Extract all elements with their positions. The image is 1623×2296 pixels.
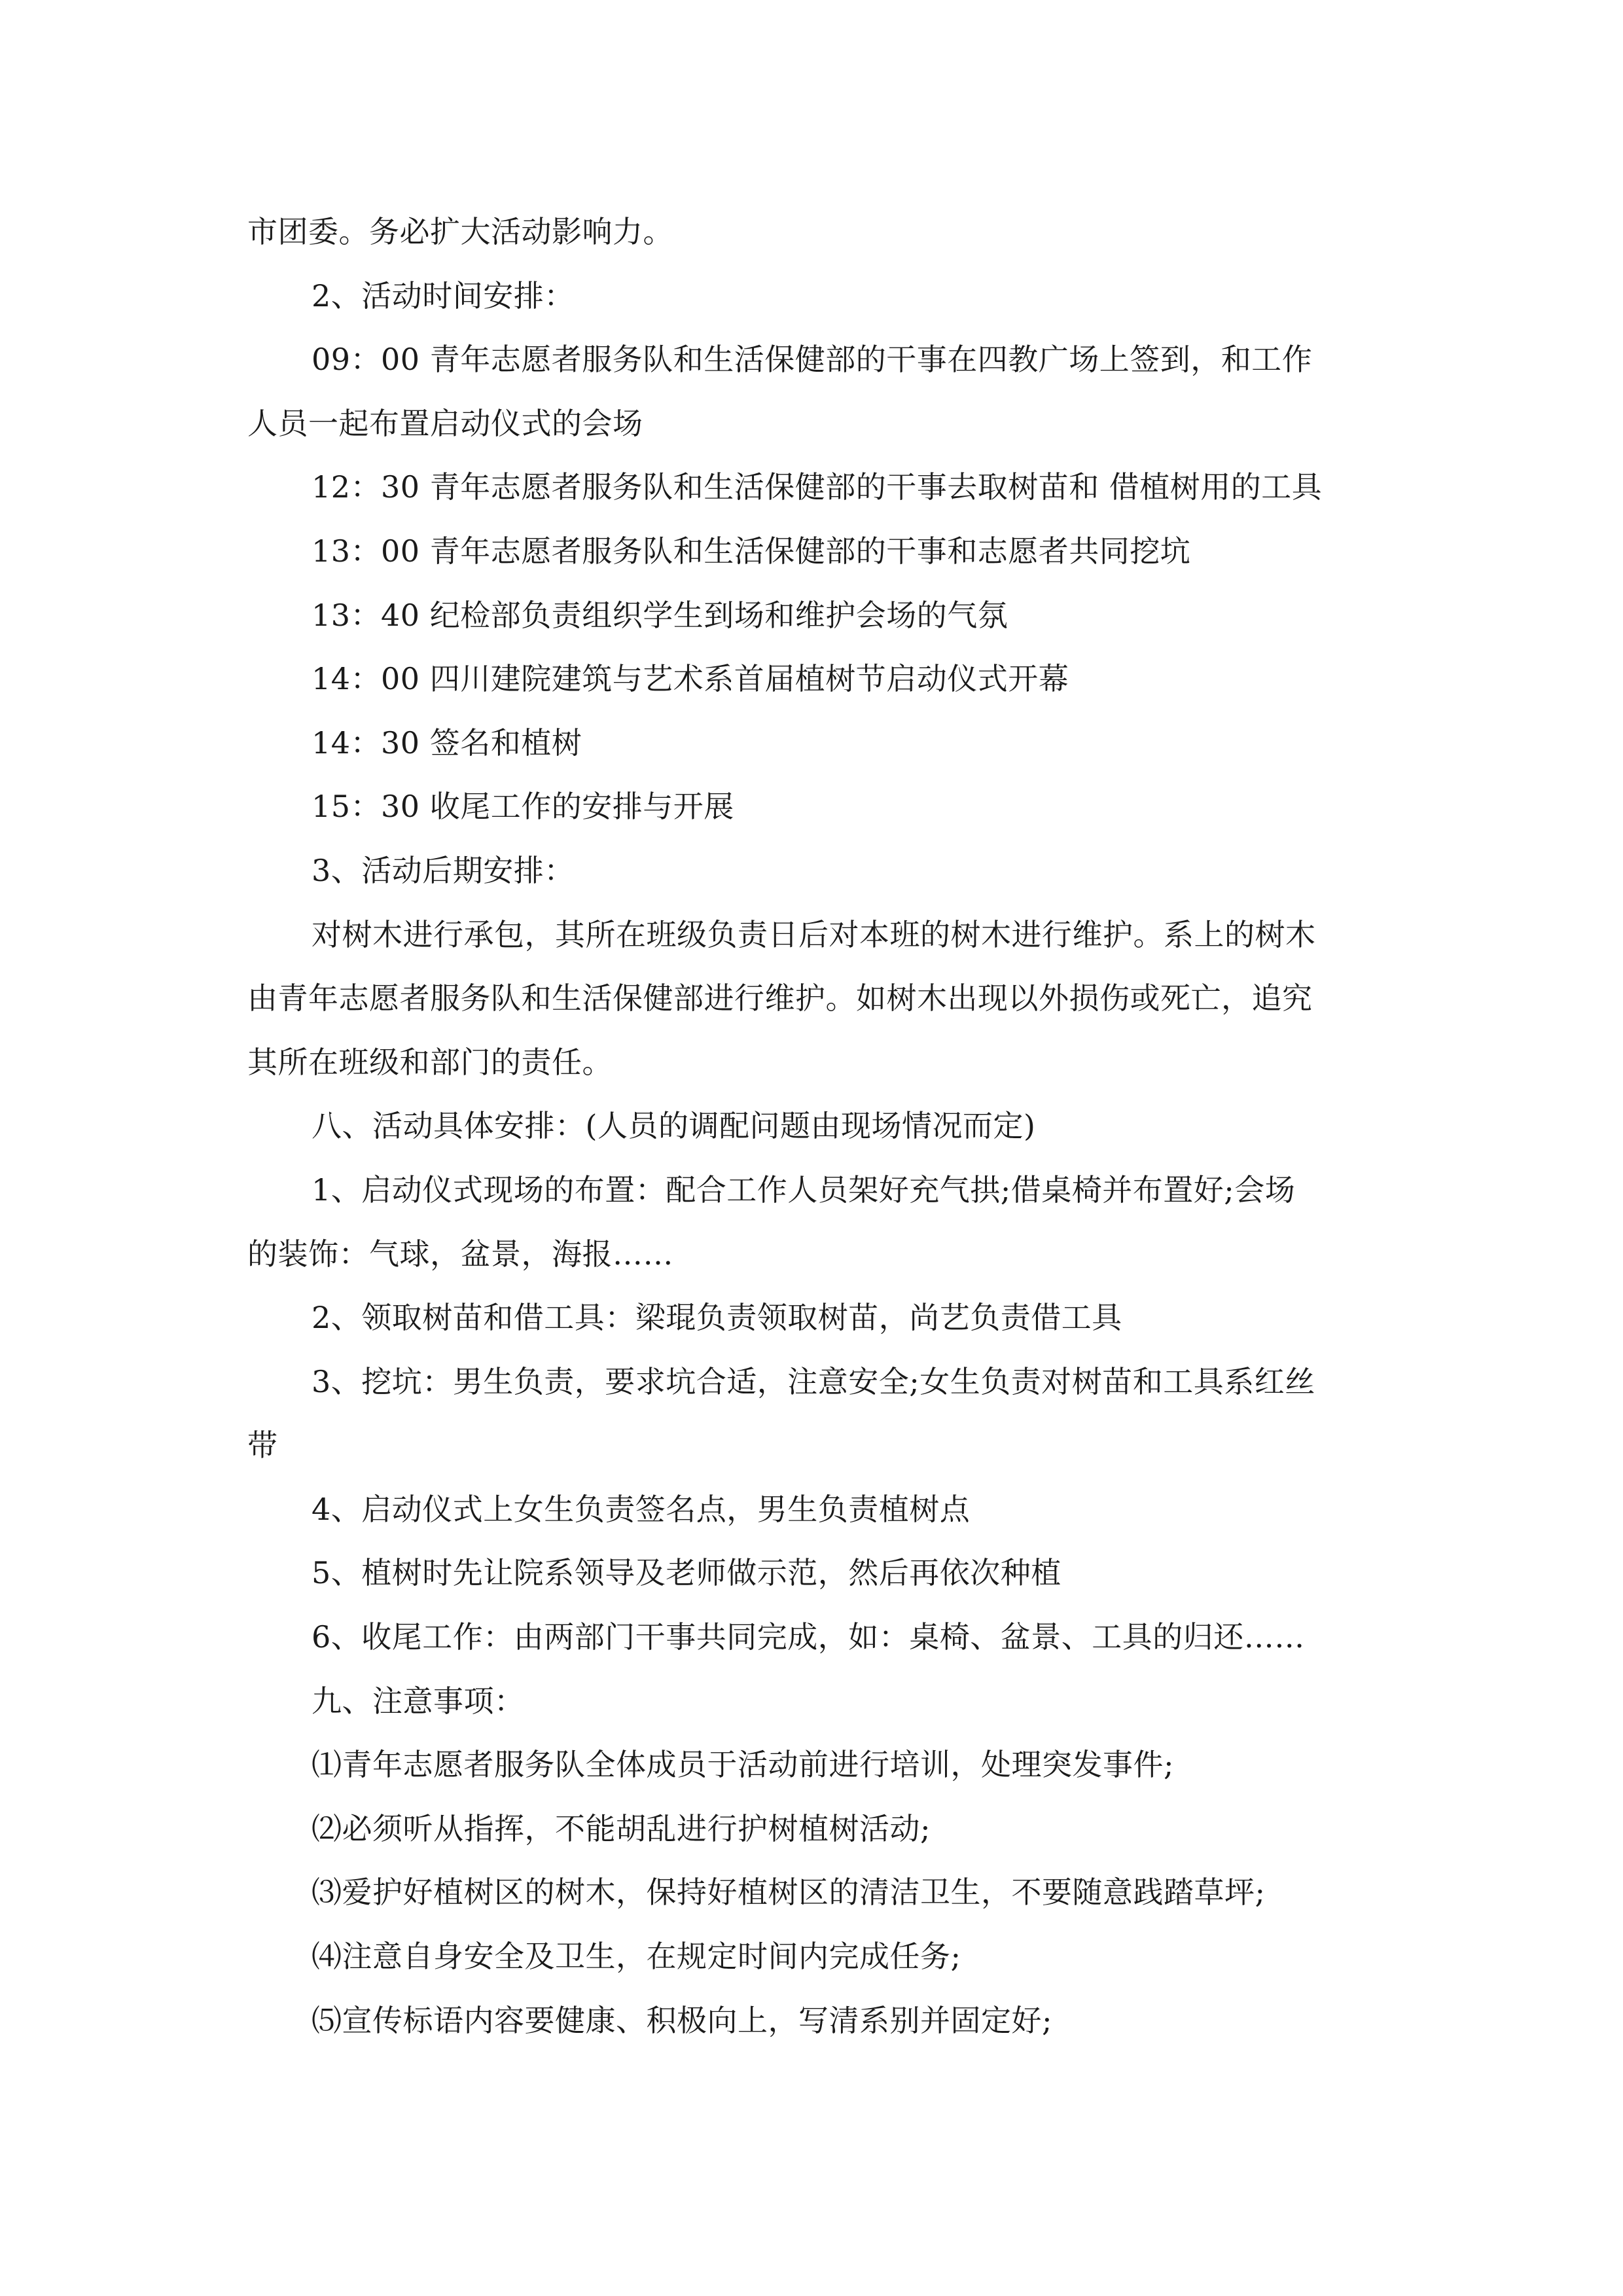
text-line: ⑵必须听从指挥，不能胡乱进行护树植树活动; <box>312 1810 931 1846</box>
text-line: ⑸宣传标语内容要健康、积极向上，写清系别并固定好; <box>312 2002 1052 2038</box>
text-line: 带 <box>247 1427 278 1463</box>
text-line: 的装饰：气球，盆景，海报…… <box>247 1236 673 1272</box>
text-line: 3、活动后期安排： <box>312 852 575 888</box>
text-line: 09：00 青年志愿者服务队和生活保健部的干事在四教广场上签到，和工作 <box>312 342 1313 378</box>
text-line: 6、收尾工作：由两部门干事共同完成，如：桌椅、盆景、工具的归还…… <box>312 1619 1305 1655</box>
text-line: ⑴青年志愿者服务队全体成员于活动前进行培训，处理突发事件; <box>312 1747 1174 1783</box>
text-line: ⑶爱护好植树区的树木，保持好植树区的清洁卫生，不要随意践踏草坪; <box>312 1874 1266 1910</box>
text-line: 其所在班级和部门的责任。 <box>247 1044 613 1080</box>
text-line: 13：40 纪检部负责组织学生到场和维护会场的气氛 <box>312 597 1008 633</box>
text-line: 对树木进行承包，其所在班级负责日后对本班的树木进行维护。系上的树木 <box>312 916 1316 952</box>
text-line: 4、启动仪式上女生负责签名点，男生负责植树点 <box>312 1491 971 1527</box>
text-line: 由青年志愿者服务队和生活保健部进行维护。如树木出现以外损伤或死亡，追究 <box>247 980 1313 1016</box>
document-body <box>247 200 1380 2053</box>
text-line: 八、活动具体安排：(人员的调配问题由现场情况而定) <box>312 1108 1036 1144</box>
text-line: 12：30 青年志愿者服务队和生活保健部的干事去取树苗和 借植树用的工具 <box>312 469 1323 505</box>
text-line: 人员一起布置启动仪式的会场 <box>247 405 643 441</box>
text-line: 2、活动时间安排： <box>312 278 575 314</box>
text-line: 九、注意事项： <box>312 1683 525 1719</box>
text-line: 5、植树时先让院系领导及老师做示范，然后再依次种植 <box>312 1555 1061 1591</box>
text-line: 15：30 收尾工作的安排与开展 <box>312 789 734 825</box>
text-line: 3、挖坑：男生负责，要求坑合适，注意安全;女生负责对树苗和工具系红丝 <box>312 1363 1315 1399</box>
text-line: 13：00 青年志愿者服务队和生活保健部的干事和志愿者共同挖坑 <box>312 533 1191 569</box>
text-line: 市团委。务必扩大活动影响力。 <box>247 214 673 249</box>
text-line: 14：30 签名和植树 <box>312 725 582 761</box>
text-line: 1、启动仪式现场的布置：配合工作人员架好充气拱;借桌椅并布置好;会场 <box>312 1172 1296 1208</box>
text-line: ⑷注意自身安全及卫生，在规定时间内完成任务; <box>312 1939 961 1975</box>
text-line: 14：00 四川建院建筑与艺术系首届植树节启动仪式开幕 <box>312 661 1069 697</box>
text-line: 2、领取树苗和借工具：梁琨负责领取树苗，尚艺负责借工具 <box>312 1300 1122 1336</box>
